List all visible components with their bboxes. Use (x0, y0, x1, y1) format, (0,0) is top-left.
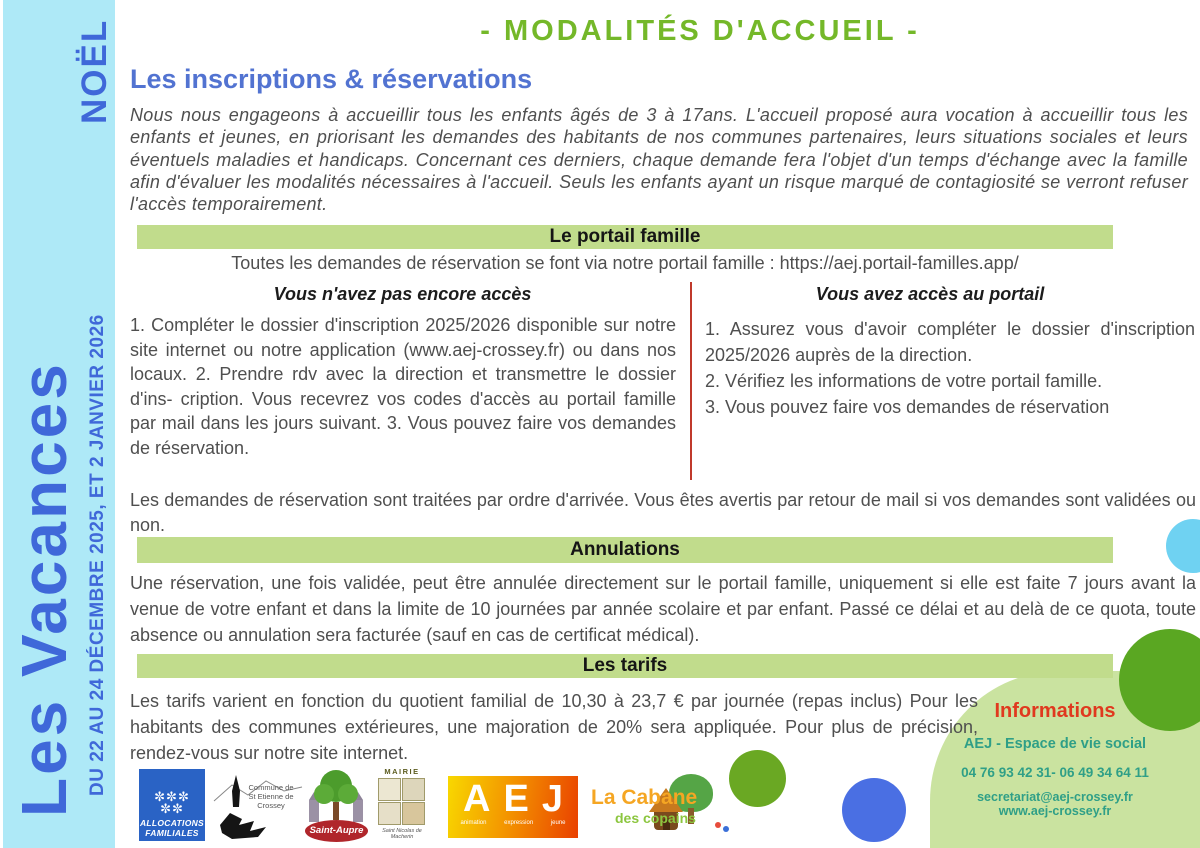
informations-website: www.aej-crossey.fr (998, 804, 1112, 818)
aej-letters: AEJ (463, 778, 576, 820)
informations-email: secretariat@aej-crossey.fr (977, 790, 1133, 804)
cabane-label-line1: La Cabane (591, 786, 698, 809)
kid-figure-icon (715, 822, 721, 828)
banner-les-tarifs: Les tarifs (137, 654, 1113, 678)
column-right-item: 3. Vous pouvez faire vos demandes de réservation (705, 397, 1110, 417)
logo-aej (448, 776, 578, 838)
portail-subline: Toutes les demandes de réservation se font via notre portail famille : https://aej.portail-familles.app/ (231, 253, 1019, 273)
caf-people-icon (154, 791, 190, 815)
reservation-note-paragraph: Les demandes de réservation sont traitées par ordre d'arrivée. Vous êtes avertis par retour de mail si vos demandes sont validées ou non. (130, 490, 1196, 535)
logo-saint-aupre (303, 766, 370, 846)
sidebar (3, 0, 115, 848)
aej-tagline: animation expression jeune (460, 820, 566, 826)
kid-figure-icon (723, 826, 729, 832)
informations-title: Informations (994, 700, 1116, 722)
sidebar-event-label: NOËL (75, 18, 114, 124)
banner-annulations: Annulations (137, 537, 1113, 563)
logo-allocations-familiales (139, 769, 205, 841)
informations-panel (935, 700, 1175, 818)
mairie-commune-label: Saint Nicolas de Macherin (382, 828, 422, 840)
sidebar-title-label: Les Vacances (8, 361, 80, 817)
page-title: - MODALITÉS D'ACCUEIL - (480, 15, 920, 47)
sidebar-dates-label: DU 22 AU 24 DÉCEMBRE 2025, ET 2 JANVIER 2026 (87, 314, 108, 796)
caf-label-line2: FAMILIALES (145, 828, 199, 838)
column-right-body (705, 316, 1195, 420)
column-right-header: Vous avez accès au portail (815, 284, 1045, 304)
mairie-label: MAIRIE (384, 767, 420, 776)
annulations-paragraph: Une réservation, une fois validée, peut être annulée directement sur le portail famille, uniquement si elle est faite 7 jours avant la venue de votre enfant et dans la limite de 10 journées par année scolaire et par enfant. Passé ce délai et au delà de ce quota, toute absence ou annulation sera facturée (sauf en cas de certificat médical). (130, 573, 1196, 645)
cabane-label-line2: des copains (615, 810, 696, 826)
crossey-label-line2: St Etienne de Crossey (248, 792, 294, 810)
column-left-body: 1. Compléter le dossier d'inscription 2025/2026 disponible sur notre site internet ou notre application (www.aej-crossey.fr) ou dans nos locaux. 2. Prendre rdv avec la direction et transmettre le dossier d'ins- cription. Vous recevrez vos codes d'accès au portail famille par mail dans les jours suivant. 3. Vous pouvez faire vos demandes de réservation. (130, 315, 676, 458)
logo-mairie-saint-nicolas-de-macherin (371, 767, 433, 847)
crossey-label-line1: Commune de (248, 783, 294, 792)
intro-paragraph: Nous nous engageons à accueillir tous les enfants âgés de 3 à 17ans. L'accueil proposé aura vocation à accueillir tous les enfants et jeunes, en priorisant les demandes des habitants de nos communes partenaires, leurs situations sociales et leurs éventuels maladies et handicaps. Concernant ces derniers, chaque demande fera l'objet d'un temps d'échange avec la famille afin d'évaluer les modalités nécessaires à l'accueil. Seuls les enfants ayant un risque marqué de contagiosité se verront refuser l'accès temporairement. (130, 105, 1188, 215)
logo-commune-st-etienne-de-crossey (212, 771, 304, 841)
informations-organization: AEJ - Espace de vie social (963, 736, 1147, 752)
column-divider (690, 282, 692, 480)
column-right-item: 2. Vérifiez les informations de votre portail famille. (705, 371, 1103, 391)
decor-circle-blue (842, 778, 906, 842)
tarifs-paragraph: Les tarifs varient en fonction du quotient familial de 10,30 à 23,7 € par journée (repas inclus) Pour les habitants des communes extérieures, une majoration de 20% sera appliquée. Pour plus de précision, rendez-vous sur notre site internet. (130, 691, 978, 763)
informations-phone-numbers: 04 76 93 42 31- 06 49 34 64 11 (961, 765, 1149, 780)
mairie-grid-icon (378, 778, 426, 826)
column-left-header: Vous n'avez pas encore accès (273, 284, 532, 304)
banner-portail-famille: Le portail famille (137, 225, 1113, 249)
saint-aupre-label: Saint-Aupre (305, 820, 368, 842)
caf-label-line1: ALLOCATIONS (139, 818, 205, 828)
logo-la-cabane-des-copains (591, 774, 731, 842)
column-right-item: 1. Assurez vous d'avoir compléter le dossier d'inscription 2025/2026 auprès de la direction. (705, 319, 1195, 365)
section-heading-inscriptions: Les inscriptions & réservations (130, 64, 533, 94)
